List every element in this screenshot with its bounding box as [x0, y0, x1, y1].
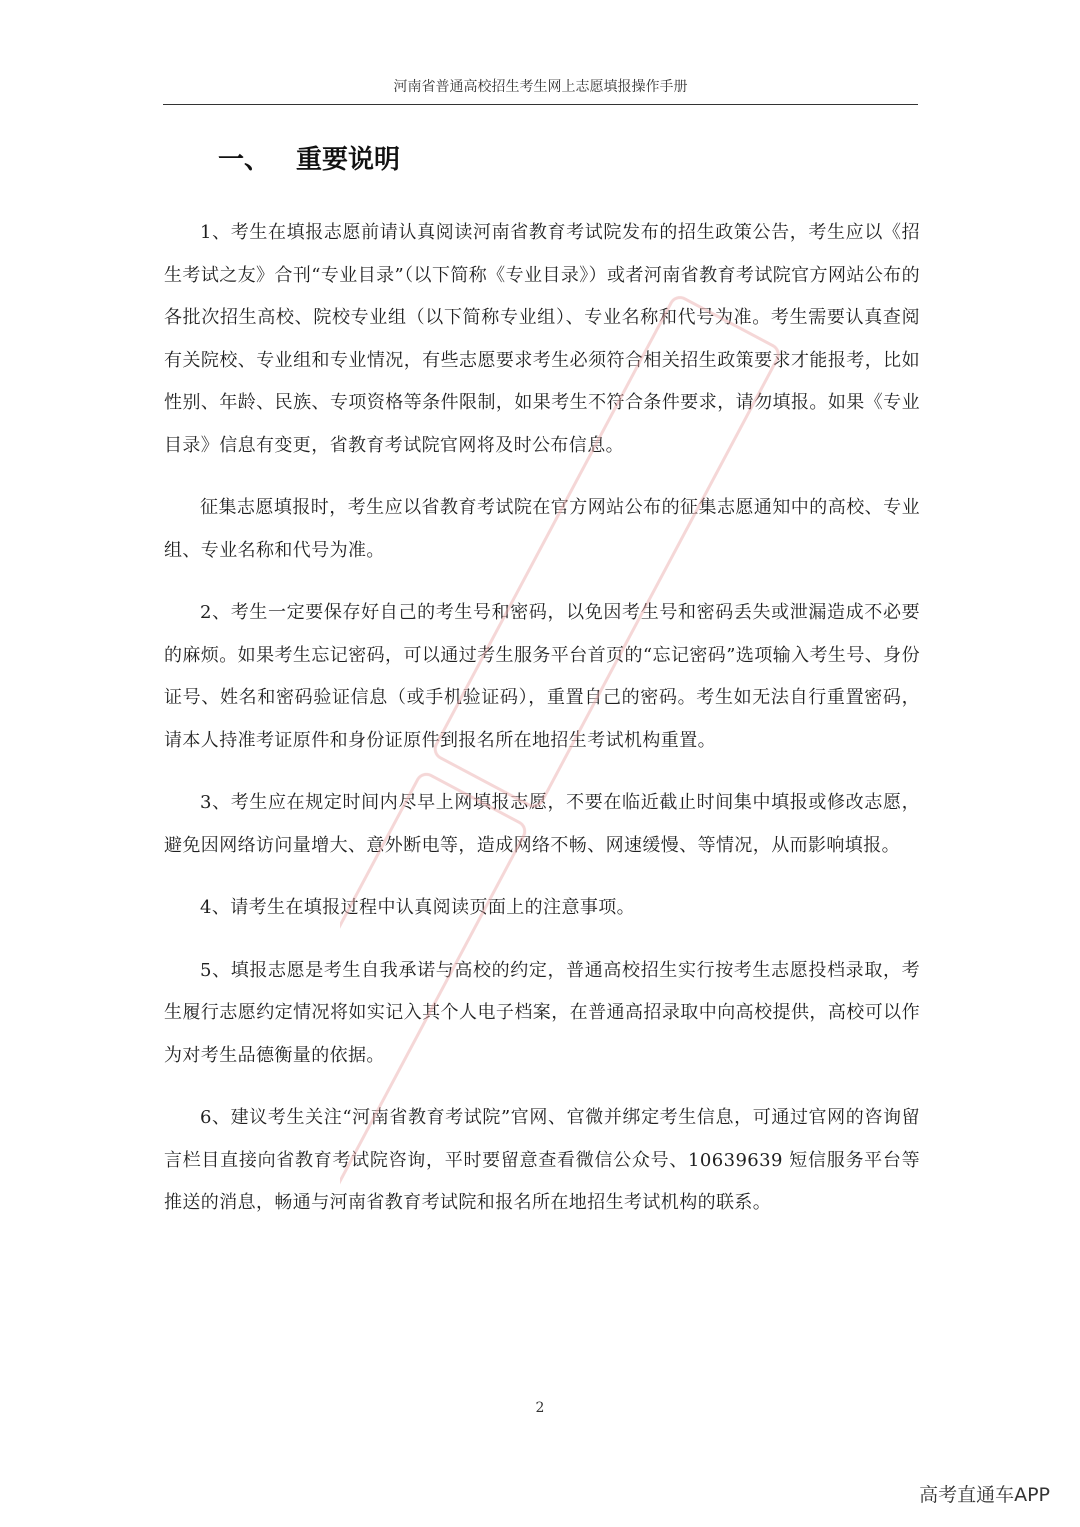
page-header	[163, 74, 918, 105]
document-body	[164, 212, 920, 1245]
paragraph-4: 4、请考生在填报过程中认真阅读页面上的注意事项。	[200, 897, 636, 918]
section-number: 一、	[218, 145, 271, 175]
paragraph-1: 1、考生在填报志愿前请认真阅读河南省教育考试院发布的招生政策公告，考生应以《招生考试之友》合刊“专业目录”（以下简称《专业目录》）或者河南省教育考试院官方网站公布的各批次招生高校、院校专业组（以下简称专业组）、专业名称和代号为准。考生需要认真查阅有关院校、专业组和专业情况，有些志愿要求考生必须符合相关招生政策要求才能报考，比如性别、年龄、民族、专项资格等条件限制，如果考生不符合条件要求，请勿填报。如果《专业目录》信息有变更，省教育考试院官网将及时公布信息。	[164, 222, 920, 456]
page-number: 2	[535, 1400, 545, 1416]
paragraph-6: 6、建议考生关注“河南省教育考试院”官网、官微并绑定考生信息，可通过官网的咨询留言栏目直接向省教育考试院咨询，平时要留意查看微信公众号、10639639 短信服务平台等推送的消息，畅通与河南省教育考试院和报名所在地招生考试机构的联系。	[164, 1107, 920, 1213]
section-title: 重要说明	[296, 145, 401, 175]
section-heading	[218, 140, 400, 180]
paragraph-3: 3、考生应在规定时间内尽早上网填报志愿，不要在临近截止时间集中填报或修改志愿，避免因网络访问量增大、意外断电等，造成网络不畅、网速缓慢、等情况，从而影响填报。	[164, 792, 920, 856]
paragraph-2: 2、考生一定要保存好自己的考生号和密码，以免因考生号和密码丢失或泄漏造成不必要的麻烦。如果考生忘记密码，可以通过考生服务平台首页的“忘记密码”选项输入考生号、身份证号、姓名和密码验证信息（或手机验证码），重置自己的密码。考生如无法自行重置密码，请本人持准考证原件和身份证原件到报名所在地招生考试机构重置。	[164, 602, 920, 751]
paragraph-5: 5、填报志愿是考生自我承诺与高校的约定，普通高校招生实行按考生志愿投档录取，考生履行志愿约定情况将如实记入其个人电子档案，在普通高招录取中向高校提供，高校可以作为对考生品德衡量的依据。	[164, 959, 920, 1066]
paragraph-collect: 征集志愿填报时，考生应以省教育考试院在官方网站公布的征集志愿通知中的高校、专业组、专业名称和代号为准。	[164, 497, 920, 561]
manual-title: 河南省普通高校招生考生网上志愿填报操作手册	[393, 79, 688, 95]
source-watermark-text: 高考直通车APP	[919, 1484, 1050, 1506]
